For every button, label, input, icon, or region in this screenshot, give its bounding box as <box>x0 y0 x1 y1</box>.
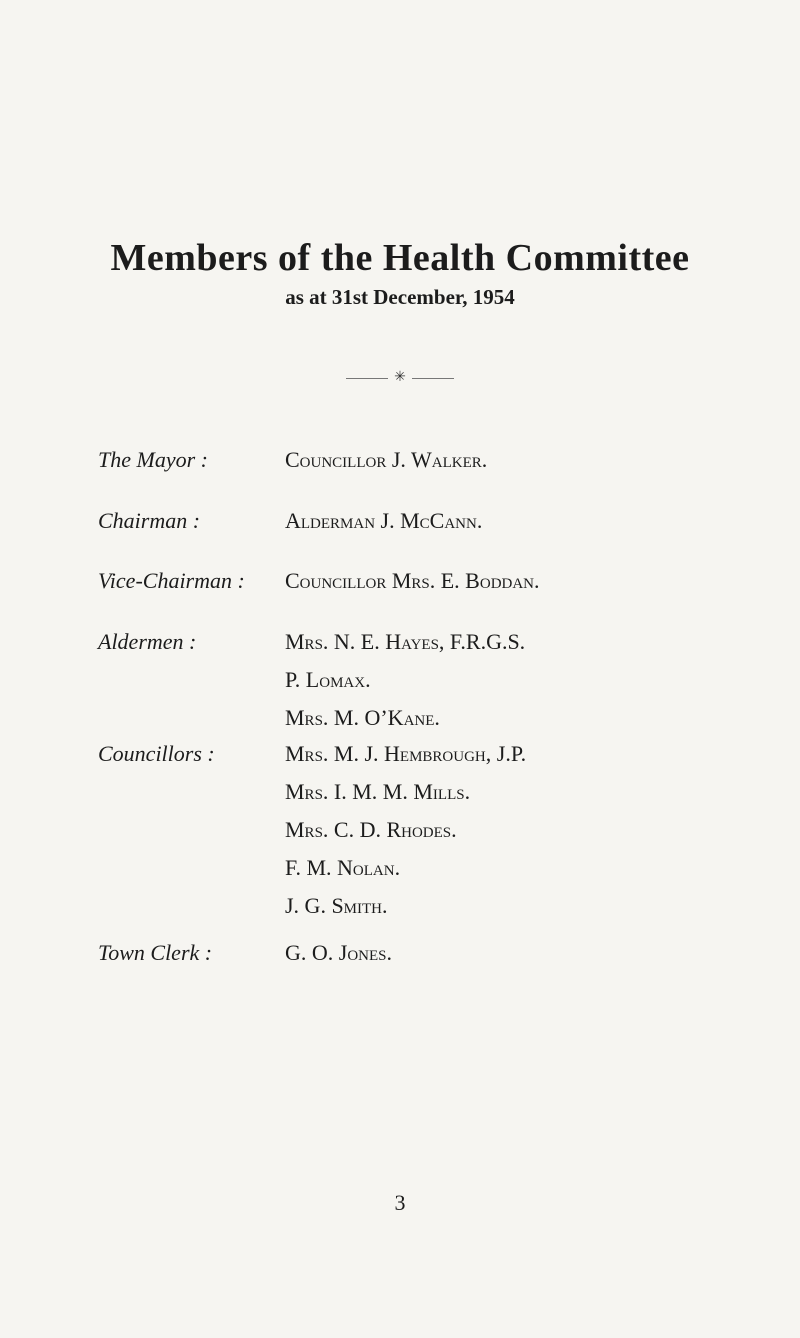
role-label: Chairman : <box>98 508 201 533</box>
member-name: F. M. Nolan. <box>285 855 401 880</box>
role-label: Vice-Chairman : <box>98 568 245 593</box>
member-names <box>285 741 526 931</box>
member-name: Mrs. M. O’Kane. <box>285 705 440 730</box>
page-number: 3 <box>394 1190 406 1215</box>
member-names <box>285 508 482 546</box>
divider-rule-left <box>346 378 388 379</box>
member-name: Mrs. C. D. Rhodes. <box>285 817 457 842</box>
member-name: G. O. Jones. <box>285 940 393 965</box>
member-names <box>285 568 540 606</box>
role-label: The Mayor : <box>98 447 208 472</box>
page-title: Members of the Health Committee <box>110 237 690 279</box>
member-name: Councillor J. Walker. <box>285 447 488 472</box>
member-name: Mrs. I. M. M. Mills. <box>285 779 471 804</box>
role-label: Town Clerk : <box>98 940 213 965</box>
member-names <box>285 447 487 485</box>
member-name: J. G. Smith. <box>285 893 388 918</box>
role-label: Aldermen : <box>98 629 197 654</box>
member-name: P. Lomax. <box>285 667 371 692</box>
asterisk-icon: ✳ <box>394 370 406 385</box>
member-name: Councillor Mrs. E. Boddan. <box>285 568 540 593</box>
member-name: Alderman J. McCann. <box>285 508 483 533</box>
role-label: Councillors : <box>98 741 215 766</box>
member-name: Mrs. M. J. Hembrough, J.P. <box>285 741 527 766</box>
divider-rule-right <box>412 378 454 379</box>
page-subtitle: as at 31st December, 1954 <box>285 285 515 309</box>
member-name: Mrs. N. E. Hayes, F.R.G.S. <box>285 629 526 654</box>
member-names <box>285 629 525 743</box>
section-divider <box>0 370 800 386</box>
member-names <box>285 940 392 978</box>
